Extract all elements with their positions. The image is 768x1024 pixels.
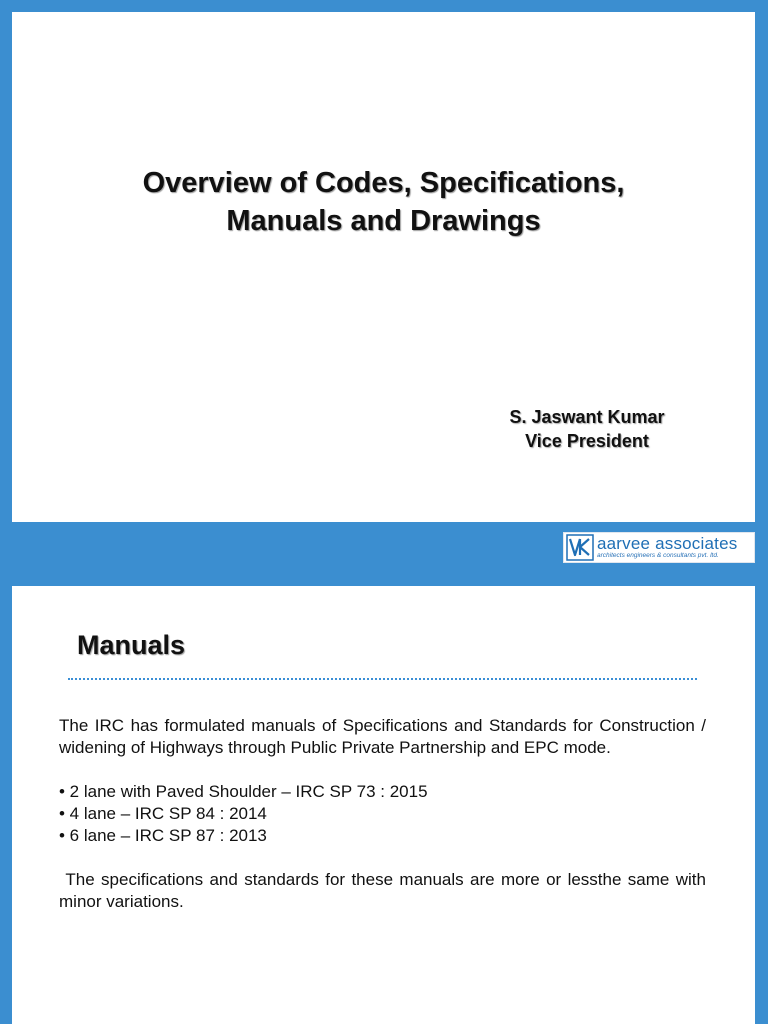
manual-list (59, 781, 706, 847)
intro-paragraph: The IRC has formulated manuals of Specifications and Standards for Construction / widening of Highways through Public Private Partnership and EPC mode. (59, 716, 706, 757)
slide-title-line-2: Manuals and Drawings (226, 205, 541, 237)
presenter-name: S. Jaswant Kumar (509, 407, 665, 427)
closing-paragraph: The specifications and standards for these manuals are more or lessthe same with minor variations. (59, 870, 711, 911)
list-item: • 2 lane with Paved Shoulder – IRC SP 73 : 2015 (59, 782, 428, 801)
manuals-slide (12, 586, 755, 1024)
heading-divider (68, 678, 697, 680)
manuals-heading: Manuals (77, 630, 186, 660)
presenter-block (452, 405, 722, 453)
list-item: • 4 lane – IRC SP 84 : 2014 (59, 804, 267, 823)
company-logo (563, 532, 755, 563)
paragraph-spacer (59, 847, 706, 869)
aarvee-logo-icon (566, 534, 594, 561)
slide-title (12, 164, 755, 240)
list-item: • 6 lane – IRC SP 87 : 2013 (59, 826, 267, 845)
paragraph-spacer (59, 759, 706, 781)
manuals-body (59, 715, 711, 913)
presenter-role: Vice President (525, 431, 649, 451)
slide-title-line-1: Overview of Codes, Specifications, (142, 167, 625, 199)
logo-tagline: architects engineers & consultants pvt. ltd. (597, 552, 719, 559)
logo-company-name: aarvee associates (597, 534, 738, 553)
title-slide (12, 12, 755, 522)
